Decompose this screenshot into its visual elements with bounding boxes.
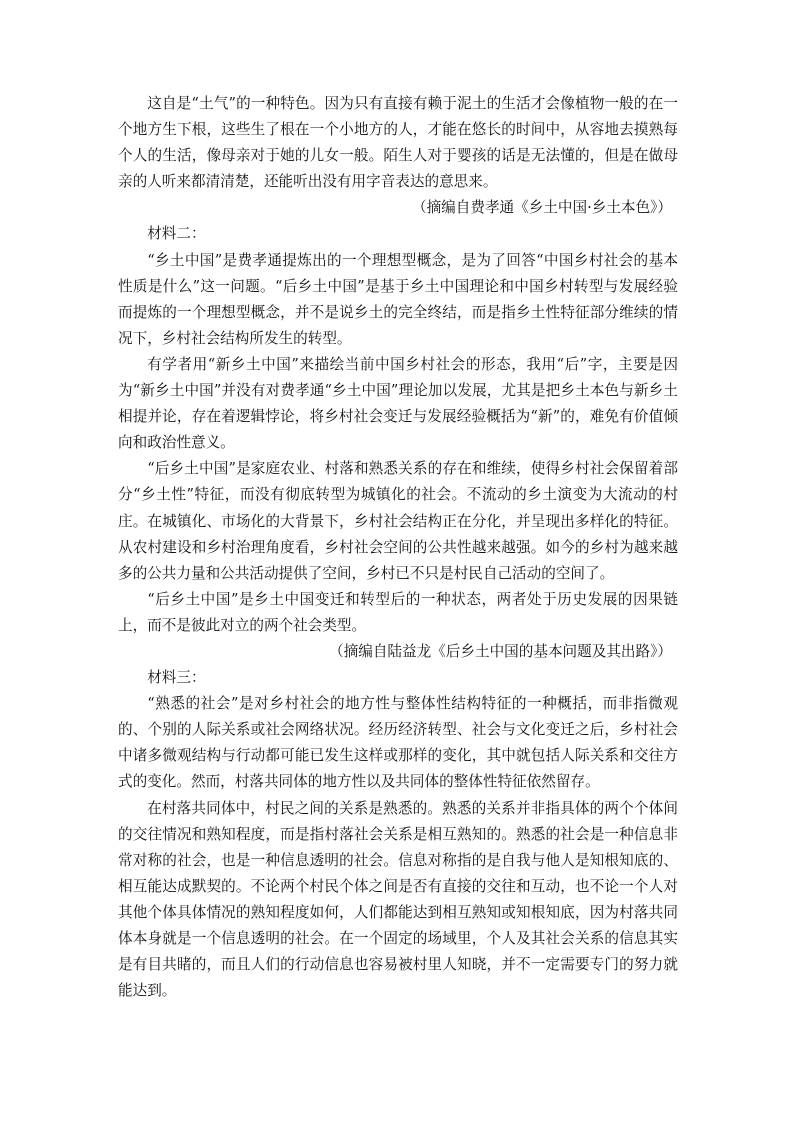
material-two-label: 材料二： bbox=[147, 225, 206, 243]
paragraph-post-xiangtu: “后乡土中国”是家庭农业、村落和熟悉关系的存在和维续，使得乡村社会保留着部分“乡土性”特征，而没有彻底转型为城镇化的社会。不流动的乡土演变为大流动的村庄。在城镇化、市场化的大背景下，乡村社会结构正在分化，并呈现出多样化的特征。从农村建设和乡村治理角度看，乡村社会空间的公共性越来越强。如今的乡村为越来越多的公共力量和公共活动提供了空间，乡村已不只是村民自己活动的空间了。 bbox=[118, 460, 678, 582]
source-citation-2: （摘编自陆益龙《后乡土中国的基本问题及其出路》） bbox=[329, 642, 672, 660]
material-three-label: 材料三： bbox=[147, 669, 206, 687]
paragraph-tuqi: 这自是“土气”的一种特色。因为只有直接有赖于泥土的生活才会像植物一般的在一个地方生下根，这些生了根在一个小地方的人，才能在悠长的时间中，从容地去摸熟每个人的生活，像母亲对于她的儿女一般。陌生人对于婴孩的话是无法懂的，但是在做母亲的人听来都清清楚，还能听出没有用字音表达的意思来。 bbox=[118, 95, 678, 191]
paragraph-new-xiangtu: 有学者用“新乡土中国”来描绘当前中国乡村社会的形态，我用“后”字，主要是因为“新乡土中国”并没有对费孝通“乡土中国”理论加以发展，尤其是把乡土本色与新乡土相提并论，存在着逻辑悖论，将乡村社会变迁与发展经验概括为“新”的，难免有价值倾向和政治性意义。 bbox=[118, 355, 678, 452]
source-citation-1: （摘编自费孝通《乡土中国·乡土本色》） bbox=[411, 199, 672, 217]
paragraph-village-community: 在村落共同体中，村民之间的关系是熟悉的。熟悉的关系并非指具体的两个个体间的交往情况和熟知程度，而是指村落社会关系是相互熟知的。熟悉的社会是一种信息非常对称的社会，也是一种信息透明的社会。信息对称指的是自我与他人是知根知底的、相互能达成默契的。不论两个村民个体之间是否有直接的交往和互动，也不论一个人对其他个体具体情况的熟知程度如何，人们都能达到相互熟知或知根知底，因为村落共同体本身就是一个信息透明的社会。在一个固定的场域里，个人及其社会关系的信息其实是有目共睹的，而且人们的行动信息也容易被村里人知晓，并不一定需要专门的努力就能达到。 bbox=[118, 799, 678, 1000]
document-page bbox=[118, 91, 678, 1004]
paragraph-post-xiangtu-state: “后乡土中国”是乡土中国变迁和转型后的一种状态，两者处于历史发展的因果链上，而不是彼此对立的两个社会类型。 bbox=[118, 590, 678, 634]
paragraph-familiar-society: “熟悉的社会”是对乡村社会的地方性与整体性结构特征的一种概括，而非指微观的、个别的人际关系或社会网络状况。经历经济转型、社会与文化变迁之后，乡村社会中诸多微观结构与行动都可能已发生这样或那样的变化，其中就包括人际关系和交往方式的变化。然而，村落共同体的地方性以及共同体的整体性特征依然留存。 bbox=[118, 695, 678, 791]
paragraph-xiangtu-concept: “乡土中国”是费孝通提炼出的一个理想型概念，是为了回答“中国乡村社会的基本性质是什么”这一问题。“后乡土中国”是基于乡土中国理论和中国乡村转型与发展经验而提炼的一个理想型概念，并不是说乡土的完全终结，而是指乡土性特征部分维续的情况下，乡村社会结构所发生的转型。 bbox=[118, 251, 678, 347]
